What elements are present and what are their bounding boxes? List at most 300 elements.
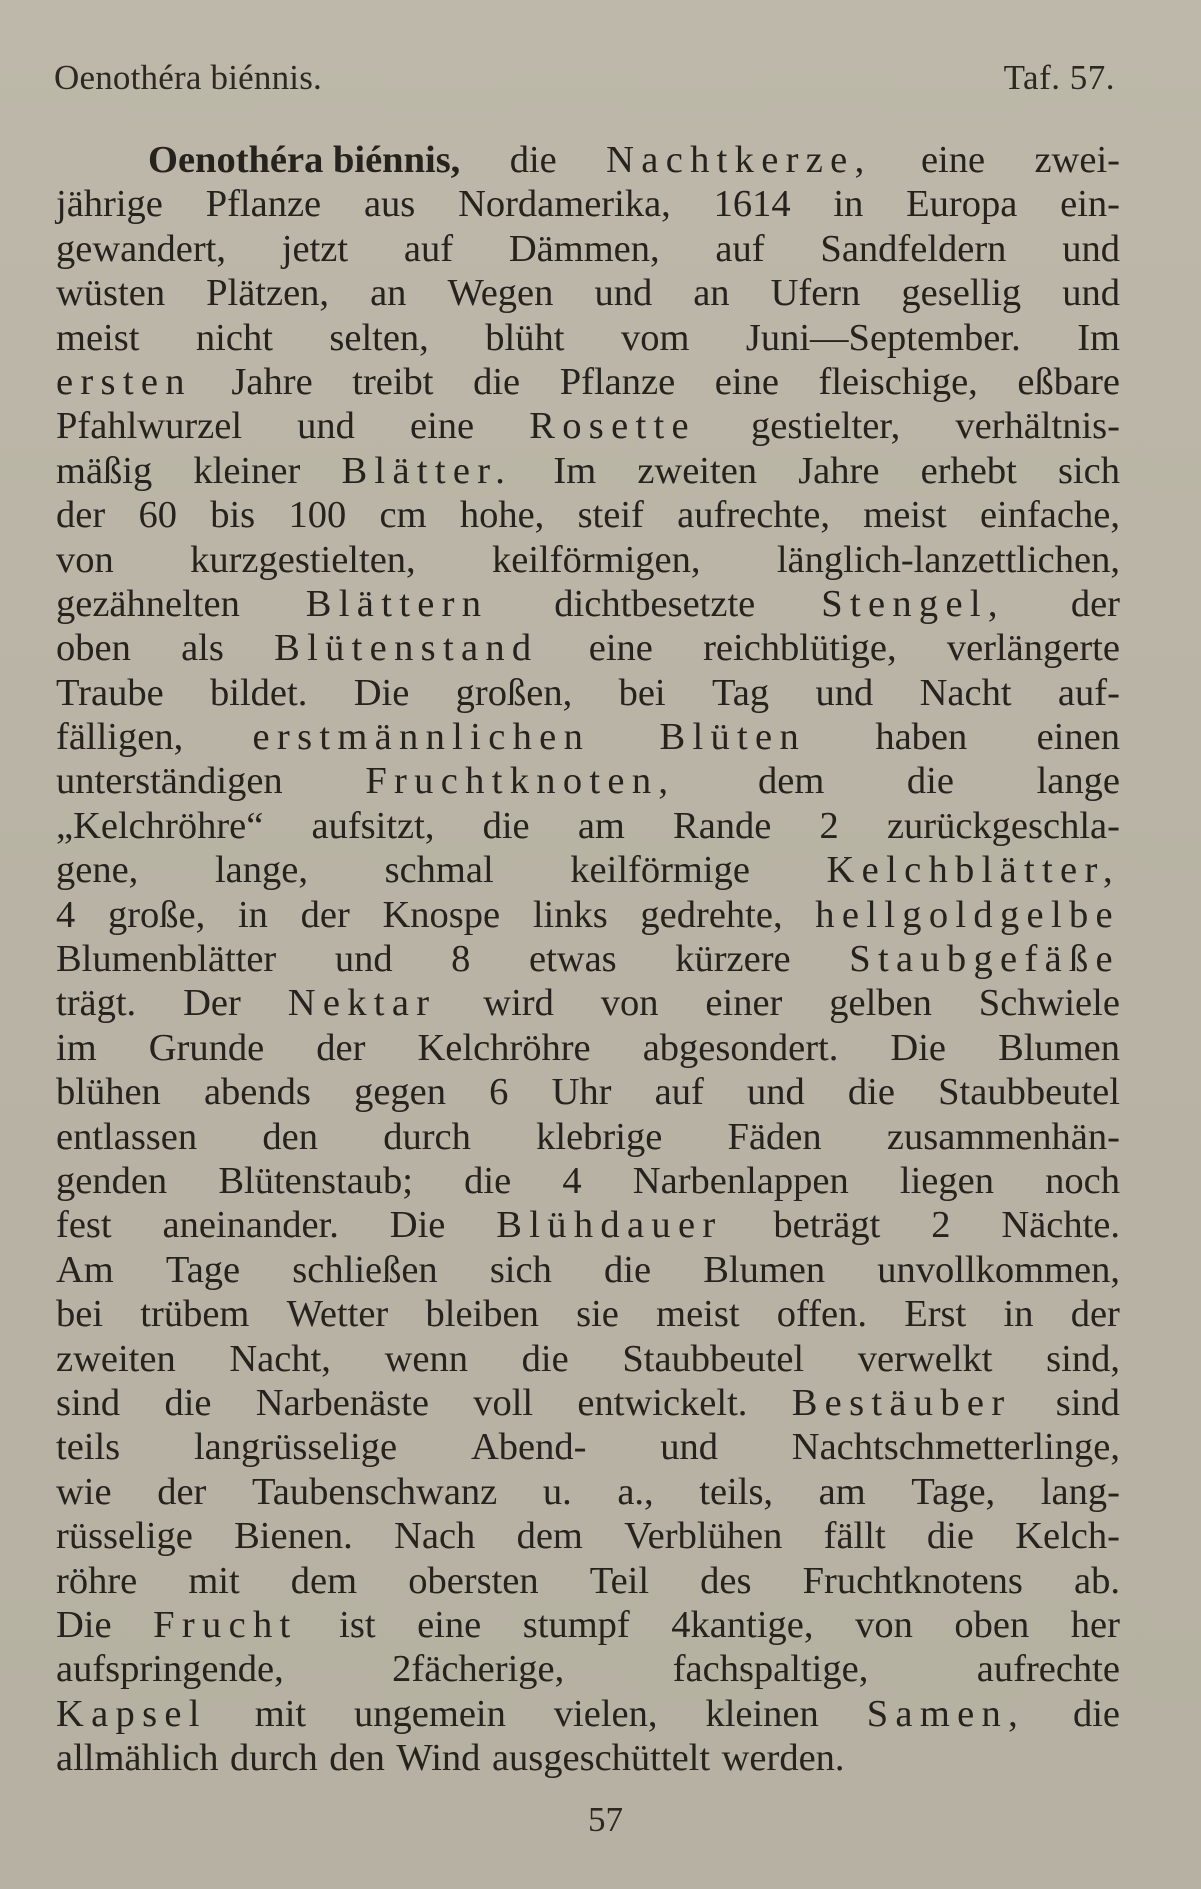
word: zweiten [56, 1337, 176, 1380]
word: trägt. [56, 982, 137, 1025]
word: mit [254, 1692, 307, 1735]
word: dichtbesetzte [554, 582, 756, 625]
text-line [56, 715, 1120, 759]
word: bis [210, 494, 256, 537]
word: der [316, 1026, 366, 1069]
word: ab. [1074, 1559, 1120, 1602]
text-line [56, 360, 1120, 404]
word: beträgt [773, 1204, 881, 1247]
word: offen. [776, 1293, 867, 1336]
text-line [56, 138, 1120, 182]
text-line [56, 1203, 1120, 1247]
word: Wetter [286, 1293, 389, 1336]
word: verhältnis- [955, 405, 1120, 448]
word: Wind [396, 1737, 481, 1780]
word: bei [56, 1293, 104, 1336]
word: Jahre [231, 360, 313, 403]
word: kleiner [193, 449, 301, 492]
word: Bienen. [234, 1515, 353, 1558]
word: kurzgestielten, [190, 538, 416, 581]
word: kürzere [675, 938, 791, 981]
word: eine [588, 627, 653, 670]
word: die [164, 1381, 212, 1424]
word: fachspaltige, [672, 1648, 869, 1691]
word: zurückgeschla- [886, 804, 1120, 847]
word: sind [56, 1381, 121, 1424]
word: die [926, 1515, 974, 1558]
word: eine [409, 405, 475, 448]
word: bei [618, 671, 666, 714]
word: gegen [354, 1071, 446, 1114]
word: trübem [140, 1293, 250, 1336]
word: dem [757, 760, 825, 803]
word: nicht [195, 316, 273, 359]
text-line [56, 804, 1120, 848]
word: selten, [329, 316, 429, 359]
word: eine [417, 1603, 482, 1646]
word: in [1003, 1293, 1034, 1336]
word: Samen, [866, 1692, 1026, 1735]
plate-number: Taf. 57. [1003, 58, 1115, 97]
word: ungemein [354, 1692, 506, 1735]
text-line [56, 1115, 1120, 1159]
word: Blumen [998, 1026, 1120, 1069]
word: Nordamerika, [458, 183, 671, 226]
word: kleinen [705, 1692, 819, 1735]
word: und [815, 671, 874, 714]
word: in [237, 893, 268, 936]
word: mit [188, 1559, 240, 1602]
word: Nach [394, 1515, 476, 1558]
text-line [56, 538, 1120, 582]
word: in [833, 183, 864, 226]
word: und [1062, 227, 1120, 270]
word: aufrechte [976, 1648, 1120, 1691]
word: mäßig [56, 449, 153, 492]
word: sich [1057, 449, 1120, 492]
word: Verblühen [624, 1515, 783, 1558]
word: und [334, 938, 393, 981]
word: einer [705, 982, 783, 1025]
word: 8 [451, 938, 471, 981]
word: Die [353, 671, 410, 714]
word: Staubgefäße [849, 938, 1120, 981]
word: der [1070, 1293, 1120, 1336]
word: her [1070, 1603, 1120, 1646]
word: Nachtkerze, [606, 139, 872, 181]
word: zweiten [637, 449, 758, 492]
word: abgesondert. [642, 1026, 839, 1069]
word: der [56, 494, 106, 537]
word: auf- [1057, 671, 1120, 714]
word: Die [56, 1603, 112, 1646]
word: 2fächerige, [392, 1648, 565, 1691]
word: Abend- [470, 1426, 587, 1469]
word: sich [489, 1248, 552, 1291]
word: haben [875, 716, 968, 759]
word: keilförmige [570, 849, 750, 892]
word: Wegen [447, 272, 554, 315]
word: die [473, 360, 521, 403]
text-line [56, 582, 1120, 626]
word: röhre [56, 1559, 138, 1602]
word: gewandert, [56, 227, 226, 270]
word: steif [577, 494, 644, 537]
word: 4kantige, [671, 1603, 814, 1646]
word: Staubbeutel [622, 1337, 805, 1380]
word: Blütenstaub; [218, 1159, 413, 1202]
word: unvollkommen, [877, 1248, 1120, 1291]
word: obersten [408, 1559, 539, 1602]
word: aneinander. [162, 1204, 339, 1247]
word: Sandfeldern [820, 227, 1007, 270]
word: der [1070, 582, 1120, 625]
text-line [56, 182, 1120, 226]
word: Nektar [287, 982, 437, 1025]
word: werden. [721, 1737, 845, 1780]
word: wie [56, 1470, 112, 1513]
word: verwelkt [857, 1337, 993, 1380]
word: gestielter, [751, 405, 901, 448]
word: aufsitzt, [311, 804, 435, 847]
word: Blätter. [341, 449, 513, 492]
word: 4 [56, 893, 76, 936]
word: 2 [931, 1204, 951, 1247]
word: jährige [56, 183, 163, 226]
word: die [521, 1337, 569, 1380]
word: Rosette [529, 405, 696, 448]
word: den [329, 1737, 385, 1780]
text-line [56, 1070, 1120, 1114]
text-line [56, 449, 1120, 493]
word: Fäden [727, 1115, 822, 1158]
word: im [56, 1026, 97, 1069]
word: Nächte. [1001, 1204, 1120, 1247]
word: Die [890, 1026, 946, 1069]
word: ausgeschüttelt [491, 1737, 711, 1780]
word: durch [230, 1737, 318, 1780]
word: sind, [1046, 1337, 1120, 1380]
text-line [56, 493, 1120, 537]
word: Traube [56, 671, 164, 714]
word: gene, [56, 849, 139, 892]
word: wüsten [56, 272, 166, 315]
word: rüsselige [56, 1515, 193, 1558]
word: und [1062, 272, 1120, 315]
page-number: 57 [588, 1800, 623, 1839]
word: 2 [819, 804, 839, 847]
word: einfache, [979, 494, 1120, 537]
word: lange, [214, 849, 308, 892]
word: Knospe [382, 893, 501, 936]
word: und [297, 405, 355, 448]
word: Schwiele [978, 982, 1120, 1025]
text-line [56, 1248, 1120, 1292]
word: aufrechte, [677, 494, 830, 537]
word: große, [107, 893, 206, 936]
text-line [56, 671, 1120, 715]
word: der [157, 1470, 207, 1513]
word: Am [56, 1248, 114, 1291]
word: Die [389, 1204, 446, 1247]
text-line [56, 1159, 1120, 1203]
text-line [56, 1292, 1120, 1336]
text-line [56, 937, 1120, 981]
word: Der [183, 982, 241, 1025]
word: gelben [829, 982, 932, 1025]
word: Nacht [919, 671, 1012, 714]
text-line [56, 1026, 1120, 1070]
text-line [56, 1559, 1120, 1603]
word: oben [954, 1603, 1030, 1646]
body-paragraph [56, 138, 1120, 1780]
word: dem [516, 1515, 583, 1558]
text-line [56, 1470, 1120, 1514]
word: allmählich [56, 1737, 219, 1780]
word: Kelch- [1015, 1515, 1120, 1558]
word: Blumen [703, 1248, 826, 1291]
word: an [370, 272, 407, 315]
text-line [56, 1425, 1120, 1469]
word: gezähnelten [56, 582, 240, 625]
word: Frucht [153, 1603, 298, 1646]
text-line [56, 1692, 1120, 1736]
word: als [181, 627, 224, 670]
word: Grunde [148, 1026, 265, 1069]
word: liegen [899, 1159, 994, 1202]
running-head [54, 56, 1115, 100]
text-line [56, 893, 1120, 937]
text-line [56, 1647, 1120, 1691]
word: 4 [562, 1159, 582, 1202]
running-title: Oenothéra biénnis. [54, 58, 322, 97]
word: langrüsselige [193, 1426, 398, 1469]
word: meist [656, 1293, 740, 1336]
word: durch [383, 1115, 471, 1158]
word: Bestäuber [791, 1381, 1012, 1424]
word: vom [620, 316, 690, 359]
word: etwas [528, 938, 617, 981]
word: Im [553, 449, 597, 492]
word: Oenothéra biénnis, [148, 139, 461, 181]
word: die [906, 760, 954, 803]
word: u. [542, 1470, 572, 1513]
word: klebrige [536, 1115, 663, 1158]
word: bildet. [210, 671, 308, 714]
word: der [300, 893, 350, 936]
word: gedrehte, [640, 893, 783, 936]
word: hohe, [459, 494, 545, 537]
word: ein- [1060, 183, 1120, 226]
word: den [262, 1115, 318, 1158]
word: stumpf [522, 1603, 630, 1646]
word: Taubenschwanz [251, 1470, 498, 1513]
word: und [594, 272, 653, 315]
word: und [746, 1071, 805, 1114]
word: fällt [823, 1515, 886, 1558]
word: a., [617, 1470, 654, 1513]
word: die [482, 804, 530, 847]
word: links [532, 893, 608, 936]
word: Blühdauer [496, 1204, 723, 1247]
word: die [464, 1159, 512, 1202]
word: Europa [906, 183, 1018, 226]
word: Plätzen, [206, 272, 330, 315]
word: oben [56, 627, 131, 670]
word: blühen [56, 1071, 161, 1114]
word: Blumenblätter [56, 938, 277, 981]
word: die [847, 1071, 895, 1114]
word: reichblütige, [703, 627, 897, 670]
word: Dämmen, [508, 227, 660, 270]
word: teils [56, 1426, 121, 1469]
word: Juni—September. [745, 316, 1021, 359]
text-line [56, 1514, 1120, 1558]
word: Blütenstand [274, 627, 539, 670]
word: meist [863, 494, 947, 537]
text-line [56, 1603, 1120, 1647]
word: eßbare [1017, 360, 1120, 403]
word: Kapsel [56, 1692, 207, 1735]
word: Jahre [798, 449, 880, 492]
word: Stengel, [821, 582, 1005, 625]
word: sind [1055, 1381, 1120, 1424]
word: cm [379, 494, 427, 537]
word: Tage, [911, 1470, 996, 1513]
text-line [56, 626, 1120, 670]
word: Im [1077, 316, 1120, 359]
word: zwei- [1034, 139, 1120, 181]
word: 6 [489, 1071, 509, 1114]
word: keilförmigen, [492, 538, 701, 581]
word: jetzt [281, 227, 349, 270]
word: aus [363, 183, 416, 226]
word: an [693, 272, 730, 315]
word: Pflanze [205, 183, 322, 226]
word: erstmännlichen [252, 716, 591, 759]
word: genden [56, 1159, 168, 1202]
word: schließen [292, 1248, 438, 1291]
word: am [577, 804, 625, 847]
word: hellgoldgelbe [815, 893, 1120, 936]
word: blüht [485, 316, 565, 359]
word: unterständigen [56, 760, 283, 803]
text-line [56, 404, 1120, 448]
word: eine [920, 139, 986, 181]
word: großen, [455, 671, 573, 714]
word: verlängerte [946, 627, 1120, 670]
word: die [604, 1248, 652, 1291]
word: Pfahlwurzel [56, 405, 243, 448]
word: länglich-lanzettlichen, [776, 538, 1120, 581]
word: Blüten [659, 716, 807, 759]
word: des [700, 1559, 752, 1602]
word: Uhr [551, 1071, 612, 1114]
word: gesellig [901, 272, 1022, 315]
word: meist [56, 316, 140, 359]
word: lang- [1040, 1470, 1120, 1513]
word: „Kelchröhre“ [56, 804, 264, 847]
word: teils, [699, 1470, 774, 1513]
word: sie [576, 1293, 619, 1336]
word: Rande [673, 804, 772, 847]
word: Fruchtknotens [802, 1559, 1023, 1602]
word: dem [290, 1559, 358, 1602]
word: von [855, 1603, 913, 1646]
text-line [56, 227, 1120, 271]
word: von [56, 538, 114, 581]
word: wird [483, 982, 554, 1025]
text-line [56, 1381, 1120, 1425]
word: Nachtschmetterlinge, [791, 1426, 1120, 1469]
word: schmal [384, 849, 494, 892]
word: vielen, [553, 1692, 658, 1735]
word: fälligen, [56, 716, 184, 759]
word: einen [1036, 716, 1120, 759]
text-line [56, 1337, 1120, 1381]
word: entwickelt. [577, 1381, 748, 1424]
word: Fruchtknoten, [365, 760, 676, 803]
word: auf [654, 1071, 704, 1114]
word: Teil [589, 1559, 650, 1602]
word: eine [714, 360, 779, 403]
word: fleischige, [818, 360, 978, 403]
word: von [600, 982, 659, 1025]
word: treibt [352, 360, 434, 403]
word: Staubbeutel [938, 1071, 1120, 1114]
word: Tage [165, 1248, 241, 1291]
word: lange [1036, 760, 1120, 803]
text-line [56, 759, 1120, 803]
text-line [56, 316, 1120, 360]
word: 100 [288, 494, 347, 537]
word: Kelchblätter, [826, 849, 1120, 892]
word: die [1072, 1692, 1120, 1735]
word: erhebt [920, 449, 1017, 492]
word: 1614 [713, 183, 791, 226]
word: zusammenhän- [886, 1115, 1120, 1158]
word: Pflanze [559, 360, 676, 403]
word: und [660, 1426, 718, 1469]
text-line [56, 271, 1120, 315]
word: ist [339, 1603, 376, 1646]
word: abends [203, 1071, 311, 1114]
word: Erst [904, 1293, 967, 1336]
word: ersten [56, 360, 192, 403]
text-line [56, 848, 1120, 892]
text-line [56, 981, 1120, 1025]
word: fest [56, 1204, 112, 1247]
word: Narbenäste [255, 1381, 429, 1424]
word: 60 [138, 494, 177, 537]
word: Kelchröhre [417, 1026, 591, 1069]
word: auf [715, 227, 765, 270]
word: voll [473, 1381, 534, 1424]
word: am [818, 1470, 866, 1513]
word: die [509, 139, 557, 181]
word: wenn [384, 1337, 468, 1380]
word: Narbenlappen [632, 1159, 849, 1202]
word: Nacht, [229, 1337, 331, 1380]
word: noch [1045, 1159, 1120, 1202]
text-line [56, 1736, 1120, 1780]
word: aufspringende, [56, 1648, 284, 1691]
word: entlassen [56, 1115, 198, 1158]
word: auf [403, 227, 454, 270]
word: Blättern [305, 582, 489, 625]
word: bleiben [425, 1293, 539, 1336]
word: Tag [711, 671, 770, 714]
